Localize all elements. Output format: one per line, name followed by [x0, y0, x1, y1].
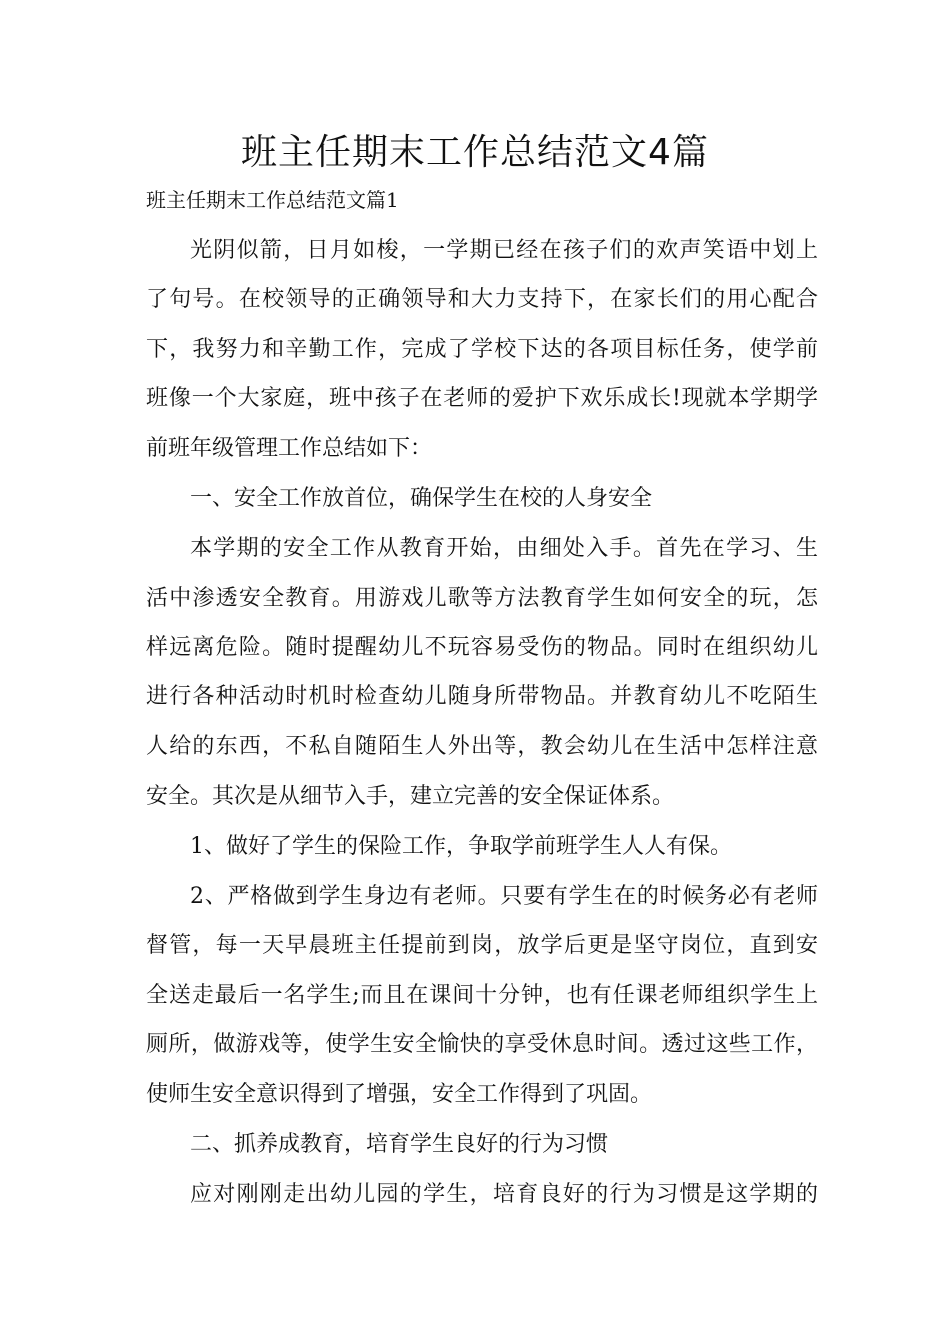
paragraph-line: 下，我努力和辛勤工作，完成了学校下达的各项目标任务，使学前	[146, 337, 818, 362]
list-item: 1、做好了学生的保险工作，争取学前班学生人人有保。	[190, 834, 732, 859]
paragraph-line: 活中渗透安全教育。用游戏儿歌等方法教育学生如何安全的玩，怎	[146, 586, 818, 611]
section-heading: 一、安全工作放首位，确保学生在校的人身安全	[190, 486, 653, 511]
paragraph-line: 厕所，做游戏等，使学生安全愉快的享受休息时间。透过这些工作，	[146, 1032, 818, 1057]
paragraph-line: 人给的东西，不私自随陌生人外出等，教会幼儿在生活中怎样注意	[146, 734, 818, 759]
paragraph-line: 本学期的安全工作从教育开始，由细处入手。首先在学习、生	[190, 536, 818, 561]
paragraph-line: 样远离危险。随时提醒幼儿不玩容易受伤的物品。同时在组织幼儿	[146, 635, 818, 660]
section-subtitle: 班主任期末工作总结范文篇1	[146, 188, 399, 212]
paragraph-line: 督管，每一天早晨班主任提前到岗，放学后更是坚守岗位，直到安	[146, 933, 818, 958]
paragraph-line: 了句号。在校领导的正确领导和大力支持下，在家长们的用心配合	[146, 287, 818, 312]
list-item: 2、严格做到学生身边有老师。只要有学生在的时候务必有老师	[190, 884, 818, 909]
document-title: 班主任期末工作总结范文4篇	[241, 132, 709, 173]
paragraph-line: 应对刚刚走出幼儿园的学生，培育良好的行为习惯是这学期的	[190, 1182, 818, 1207]
paragraph-line: 前班年级管理工作总结如下：	[146, 436, 433, 461]
paragraph-line: 班像一个大家庭，班中孩子在老师的爱护下欢乐成长!现就本学期学	[146, 386, 818, 411]
paragraph-line: 安全。其次是从细节入手，建立完善的安全保证体系。	[146, 784, 675, 809]
paragraph-line: 全送走最后一名学生;而且在课间十分钟，也有任课老师组织学生上	[146, 983, 818, 1008]
paragraph-line: 光阴似箭，日月如梭，一学期已经在孩子们的欢声笑语中划上	[190, 238, 818, 263]
section-heading: 二、抓养成教育，培育学生良好的行为习惯	[190, 1132, 609, 1157]
paragraph-line: 使师生安全意识得到了增强，安全工作得到了巩固。	[146, 1082, 653, 1107]
paragraph-line: 进行各种活动时机时检查幼儿随身所带物品。并教育幼儿不吃陌生	[146, 684, 818, 709]
